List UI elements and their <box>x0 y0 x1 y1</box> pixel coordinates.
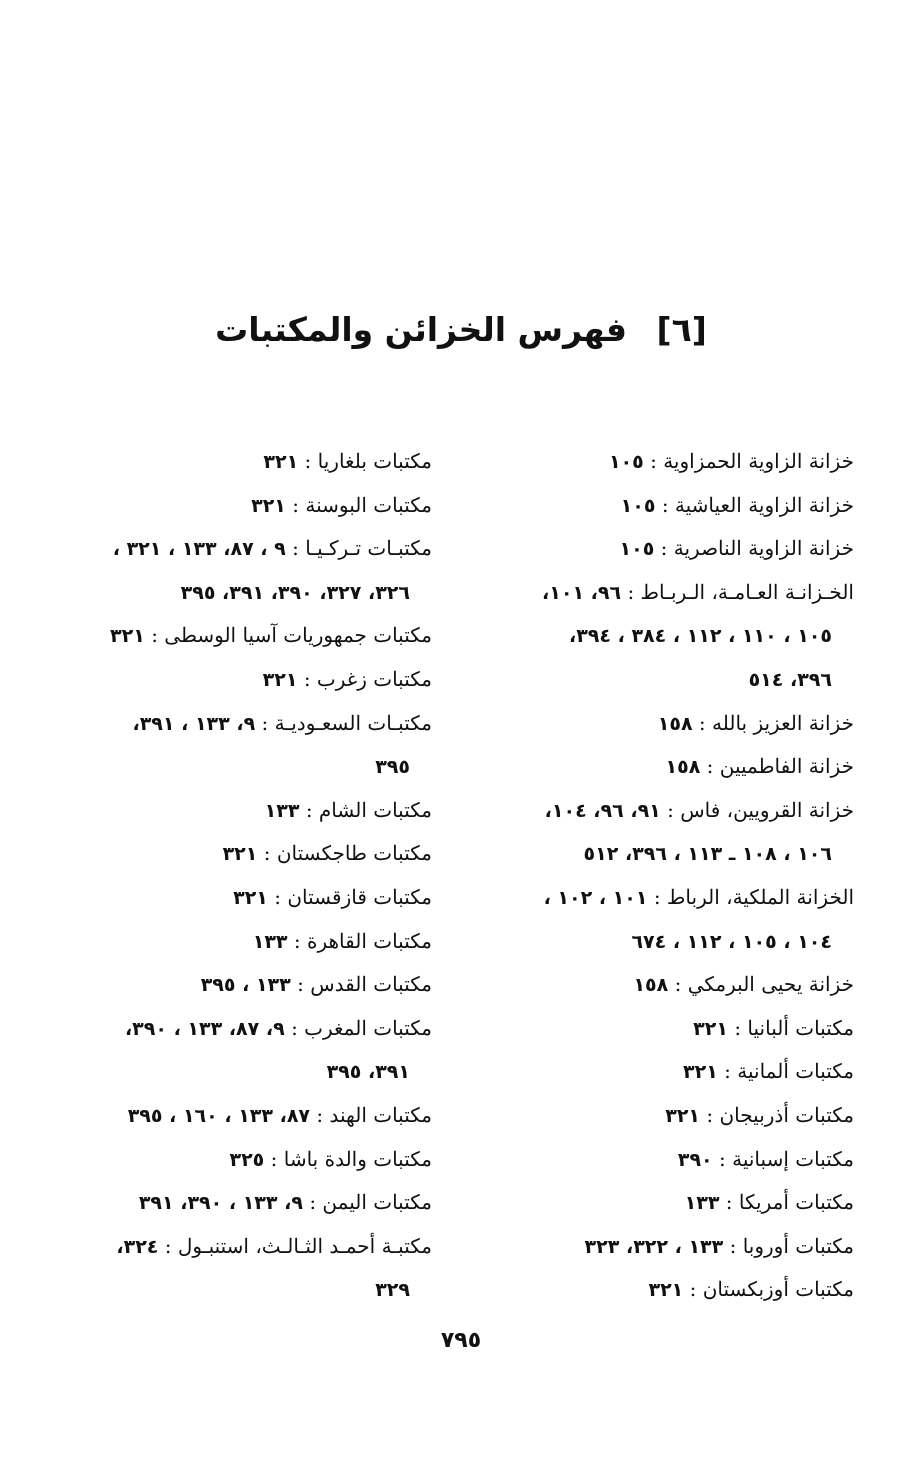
index-entry <box>472 484 854 528</box>
entry-name: مكتبات والدة باشا : <box>270 1146 432 1171</box>
index-entry <box>472 1050 854 1094</box>
entry-name: مكتبات أوزبكستان : <box>689 1277 854 1302</box>
entry-pages: ٣٢١ <box>222 843 258 866</box>
entry-name: خزانة الزاوية الناصرية : <box>660 536 854 561</box>
entry-pages: ٣٢١ <box>233 886 268 909</box>
entry-pages: ١٠٥ <box>608 451 644 473</box>
entry-pages: ١٠١ ، ١٠٢ ، <box>543 886 648 909</box>
entry-pages: ٣٢١ <box>263 451 299 473</box>
index-entry <box>47 1181 432 1225</box>
entry-name: مكتبات الشام : <box>305 797 432 822</box>
section-number: [٦] <box>656 310 707 349</box>
entry-name: مكتبات الهند : <box>316 1102 432 1127</box>
entry-name: مكتبات إسبانية : <box>719 1146 854 1171</box>
entry-name: مكتبات اليمن : <box>309 1190 432 1215</box>
index-entry <box>47 789 432 833</box>
entry-pages: ٣٢١ <box>693 1017 728 1040</box>
entry-name: خزانة الفاطميين : <box>706 754 854 779</box>
index-entry-continuation <box>47 745 432 789</box>
index-entry-continuation <box>47 1268 432 1312</box>
index-entry <box>472 1181 854 1225</box>
entry-name: مكتبات ألبانيا : <box>734 1015 854 1040</box>
page-title <box>0 305 922 355</box>
entry-name: مكتبات أذربيجان : <box>706 1102 854 1127</box>
entry-pages: ٣٢٦، ٣٢٧، ٣٩٠، ٣٩١، ٣٩٥ <box>180 581 410 604</box>
entry-name: مكتبات المغرب : <box>291 1015 432 1040</box>
entry-name: مكتبات أوروبا : <box>729 1233 854 1258</box>
index-entry <box>472 440 854 484</box>
page-number: ٧٩٥ <box>440 1328 482 1353</box>
index-entry <box>47 614 432 658</box>
entry-name: مكتبـة أحمـد الثـالـث، استنبـول : <box>164 1233 432 1258</box>
index-entry <box>47 702 432 746</box>
index-entry <box>47 484 432 528</box>
index-entry-continuation <box>472 832 854 876</box>
entry-pages: ٣٢١ <box>110 625 145 648</box>
index-entry <box>472 789 854 833</box>
index-entry <box>47 920 432 964</box>
entry-pages: ٣٢١ <box>262 668 298 691</box>
entry-name: مكتبات أمريكا : <box>725 1190 854 1215</box>
entry-pages: ١٣٣ ، ٣٩٥ <box>200 974 291 997</box>
entry-name: مكتبات قازقستان : <box>274 884 432 909</box>
index-entry <box>47 1094 432 1138</box>
entry-pages: ٣٩٠ <box>677 1148 713 1171</box>
entry-name: مكتبات زغرب : <box>303 666 432 691</box>
entry-pages: ٣٢٥ <box>229 1148 265 1171</box>
entry-pages: ٩ ، ٨٧، ١٣٣ ، ٣٢١ ، <box>112 538 286 561</box>
index-entry <box>472 527 854 571</box>
section-title: فهرس الخزائن والمكتبات <box>215 310 628 349</box>
index-entry <box>47 440 432 484</box>
entry-name: خزانة الزاوية العياشية : <box>661 492 854 517</box>
entry-name: مكتبات البوسنة : <box>292 492 432 517</box>
index-entry <box>47 1138 432 1182</box>
entry-pages: ١٥٨ <box>633 974 669 997</box>
entry-pages: ٩١، ٩٦، ١٠٤، <box>544 799 661 822</box>
index-entry <box>472 963 854 1007</box>
entry-pages: ١٠٥ <box>620 494 656 517</box>
entry-name: مكتبات جمهوريات آسيا الوسطى : <box>151 623 432 648</box>
index-entry-continuation <box>47 571 432 615</box>
index-column-left <box>47 440 432 1312</box>
entry-pages: ٣٢١ <box>648 1279 684 1302</box>
entry-pages: ١٥٨ <box>665 756 701 779</box>
entry-pages: ٣٢١ <box>683 1061 718 1084</box>
index-entry <box>47 1225 432 1269</box>
entry-name: الخـزانـة العـامـة، الـربـاط : <box>627 579 854 604</box>
index-entry-continuation <box>472 614 854 658</box>
index-entry <box>472 1138 854 1182</box>
index-entry <box>47 1007 432 1051</box>
index-column-right <box>472 440 854 1312</box>
index-entry <box>472 876 854 920</box>
entry-pages: ١٣٣ <box>252 930 288 953</box>
index-entry <box>47 527 432 571</box>
entry-pages: ١٠٥ ، ١١٠ ، ١١٢ ، ٣٨٤ ، ٣٩٤، <box>568 625 832 648</box>
entry-name: خزانة العزيز بالله : <box>698 710 854 735</box>
index-entry <box>472 745 854 789</box>
entry-pages: ١٣٣ ، ٣٢٢، ٣٢٣ <box>584 1235 724 1258</box>
index-entry-continuation <box>472 658 854 702</box>
index-entry <box>472 702 854 746</box>
entry-pages: ٩٦، ١٠١، <box>542 581 622 604</box>
entry-pages: ٣٢١ <box>665 1104 701 1127</box>
entry-pages: ١٠٦ ، ١٠٨ ـ ١١٣ ، ٣٩٦، ٥١٢ <box>583 843 832 866</box>
entry-name: مكتبـات تـركـيـا : <box>292 536 432 561</box>
entry-name: الخزانة الملكية، الرباط : <box>653 884 854 909</box>
entry-pages: ١٥٨ <box>657 712 693 735</box>
entry-pages: ١٠٤ ، ١٠٥ ، ١١٢ ، ٦٧٤ <box>631 930 832 953</box>
entry-pages: ٣٢٩ <box>375 1279 410 1302</box>
entry-pages: ١٣٣ <box>684 1192 720 1215</box>
index-entry <box>47 876 432 920</box>
entry-name: مكتبات القدس : <box>297 972 432 997</box>
index-entry <box>472 1007 854 1051</box>
entry-pages: ٩، ٨٧، ١٣٣ ، ٣٩٠، <box>124 1017 285 1040</box>
entry-pages: ٣٢٤، <box>116 1235 159 1258</box>
index-entry-continuation <box>47 1050 432 1094</box>
entry-name: خزانة الزاوية الحمزاوية : <box>650 449 854 473</box>
entry-pages: ٩، ١٣٣ ، ٣٩١، <box>132 712 256 735</box>
index-entry <box>47 832 432 876</box>
entry-pages: ٣٩١، ٣٩٥ <box>326 1061 410 1084</box>
entry-pages: ١٣٣ <box>264 799 300 822</box>
entry-pages: ٨٧، ١٣٣ ، ١٦٠ ، ٣٩٥ <box>127 1104 311 1127</box>
entry-name: خزانة يحيى البرمكي : <box>674 972 854 997</box>
index-entry <box>47 658 432 702</box>
entry-pages: ٣٩٦، ٥١٤ <box>748 668 832 691</box>
entry-pages: ٣٩٥ <box>375 756 410 779</box>
entry-name: مكتبات ألمانية : <box>724 1059 854 1084</box>
index-entry <box>472 1268 854 1312</box>
index-entry <box>47 963 432 1007</box>
index-entry <box>472 571 854 615</box>
entry-name: خزانة القرويين، فاس : <box>667 797 854 822</box>
entry-pages: ٣٢١ <box>251 494 286 517</box>
index-entry <box>472 1094 854 1138</box>
entry-pages: ٩، ١٣٣ ، ٣٩٠، ٣٩١ <box>138 1192 303 1215</box>
entry-name: مكتبـات السعـوديـة : <box>261 710 432 735</box>
entry-name: مكتبات طاجكستان : <box>263 841 432 866</box>
index-entry-continuation <box>472 920 854 964</box>
entry-pages: ١٠٥ <box>619 538 655 561</box>
index-entry <box>472 1225 854 1269</box>
entry-name: مكتبات القاهرة : <box>293 928 432 953</box>
entry-name: مكتبات بلغاريا : <box>304 449 432 473</box>
